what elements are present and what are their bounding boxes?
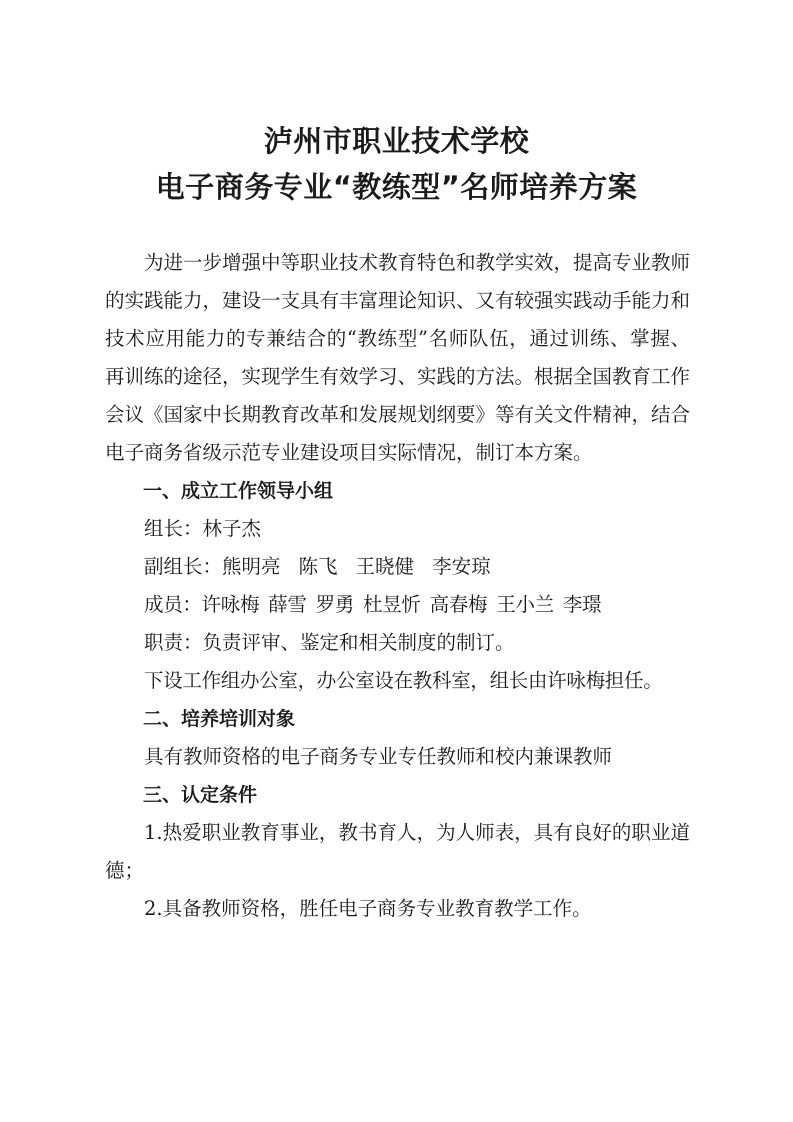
leader-label: 组长： — [144, 517, 203, 540]
condition-item-2: 2.具备教师资格，胜任电子商务专业教育教学工作。 — [144, 897, 592, 920]
member-name: 杜昱忻 — [363, 593, 421, 616]
section3-heading: 三、认定条件 — [143, 784, 258, 806]
deputy-name: 熊明亮 — [222, 555, 281, 578]
condition-item-1: 1.热爱职业教育事业，教书育人，为人师表，具有良好的职业道德； — [105, 821, 690, 882]
intro-paragraph: 为进一步增强中等职业技术教育特色和教学实效，提高专业教师的实践能力，建设一支具有丰富理论知识、又有较强实践动手能力和技术应用能力的专兼结合的“教练型”名师队伍，通过训练、掌握、再训练的途径，实现学生有效学习、实践的方法。根据全国教育工作会议《国家中长期教育改革和发展规划纲要》等有关文件精神，结合电子商务省级示范专业建设项目实际情况，制订本方案。 — [105, 251, 691, 464]
member-name: 王小兰 — [496, 593, 554, 616]
member-name: 高春梅 — [429, 593, 488, 616]
deputy-name: 陈飞 — [298, 555, 338, 578]
duty-line: 职责：负责评审、鉴定和相关制度的制订。 — [144, 631, 515, 654]
member-name: 许咏梅 — [201, 593, 260, 616]
members-label: 成员： — [144, 593, 202, 616]
section1-heading: 一、成立工作领导小组 — [143, 480, 334, 502]
deputy-line — [105, 548, 690, 586]
deputy-name: 李安琼 — [432, 555, 491, 578]
members-line — [105, 586, 690, 624]
section2-heading: 二、培养培训对象 — [143, 708, 296, 730]
title-school: 泸州市职业技术学校 — [263, 124, 530, 158]
target-line: 具有教师资格的电子商务专业专任教师和校内兼课教师 — [144, 745, 613, 768]
document-body — [105, 244, 690, 928]
document-title — [0, 118, 793, 210]
deputy-label: 副组长： — [144, 555, 223, 578]
member-name: 李璟 — [562, 593, 602, 616]
title-plan: 电子商务专业“教练型”名师培养方案 — [155, 170, 638, 204]
deputy-name: 王晓健 — [355, 555, 415, 578]
office-line: 下设工作组办公室，办公室设在教科室，组长由许咏梅担任。 — [144, 669, 663, 692]
member-name: 罗勇 — [315, 593, 355, 616]
leader-name: 林子杰 — [202, 517, 262, 540]
leader-line — [105, 510, 690, 548]
member-name: 薛雪 — [268, 593, 307, 616]
